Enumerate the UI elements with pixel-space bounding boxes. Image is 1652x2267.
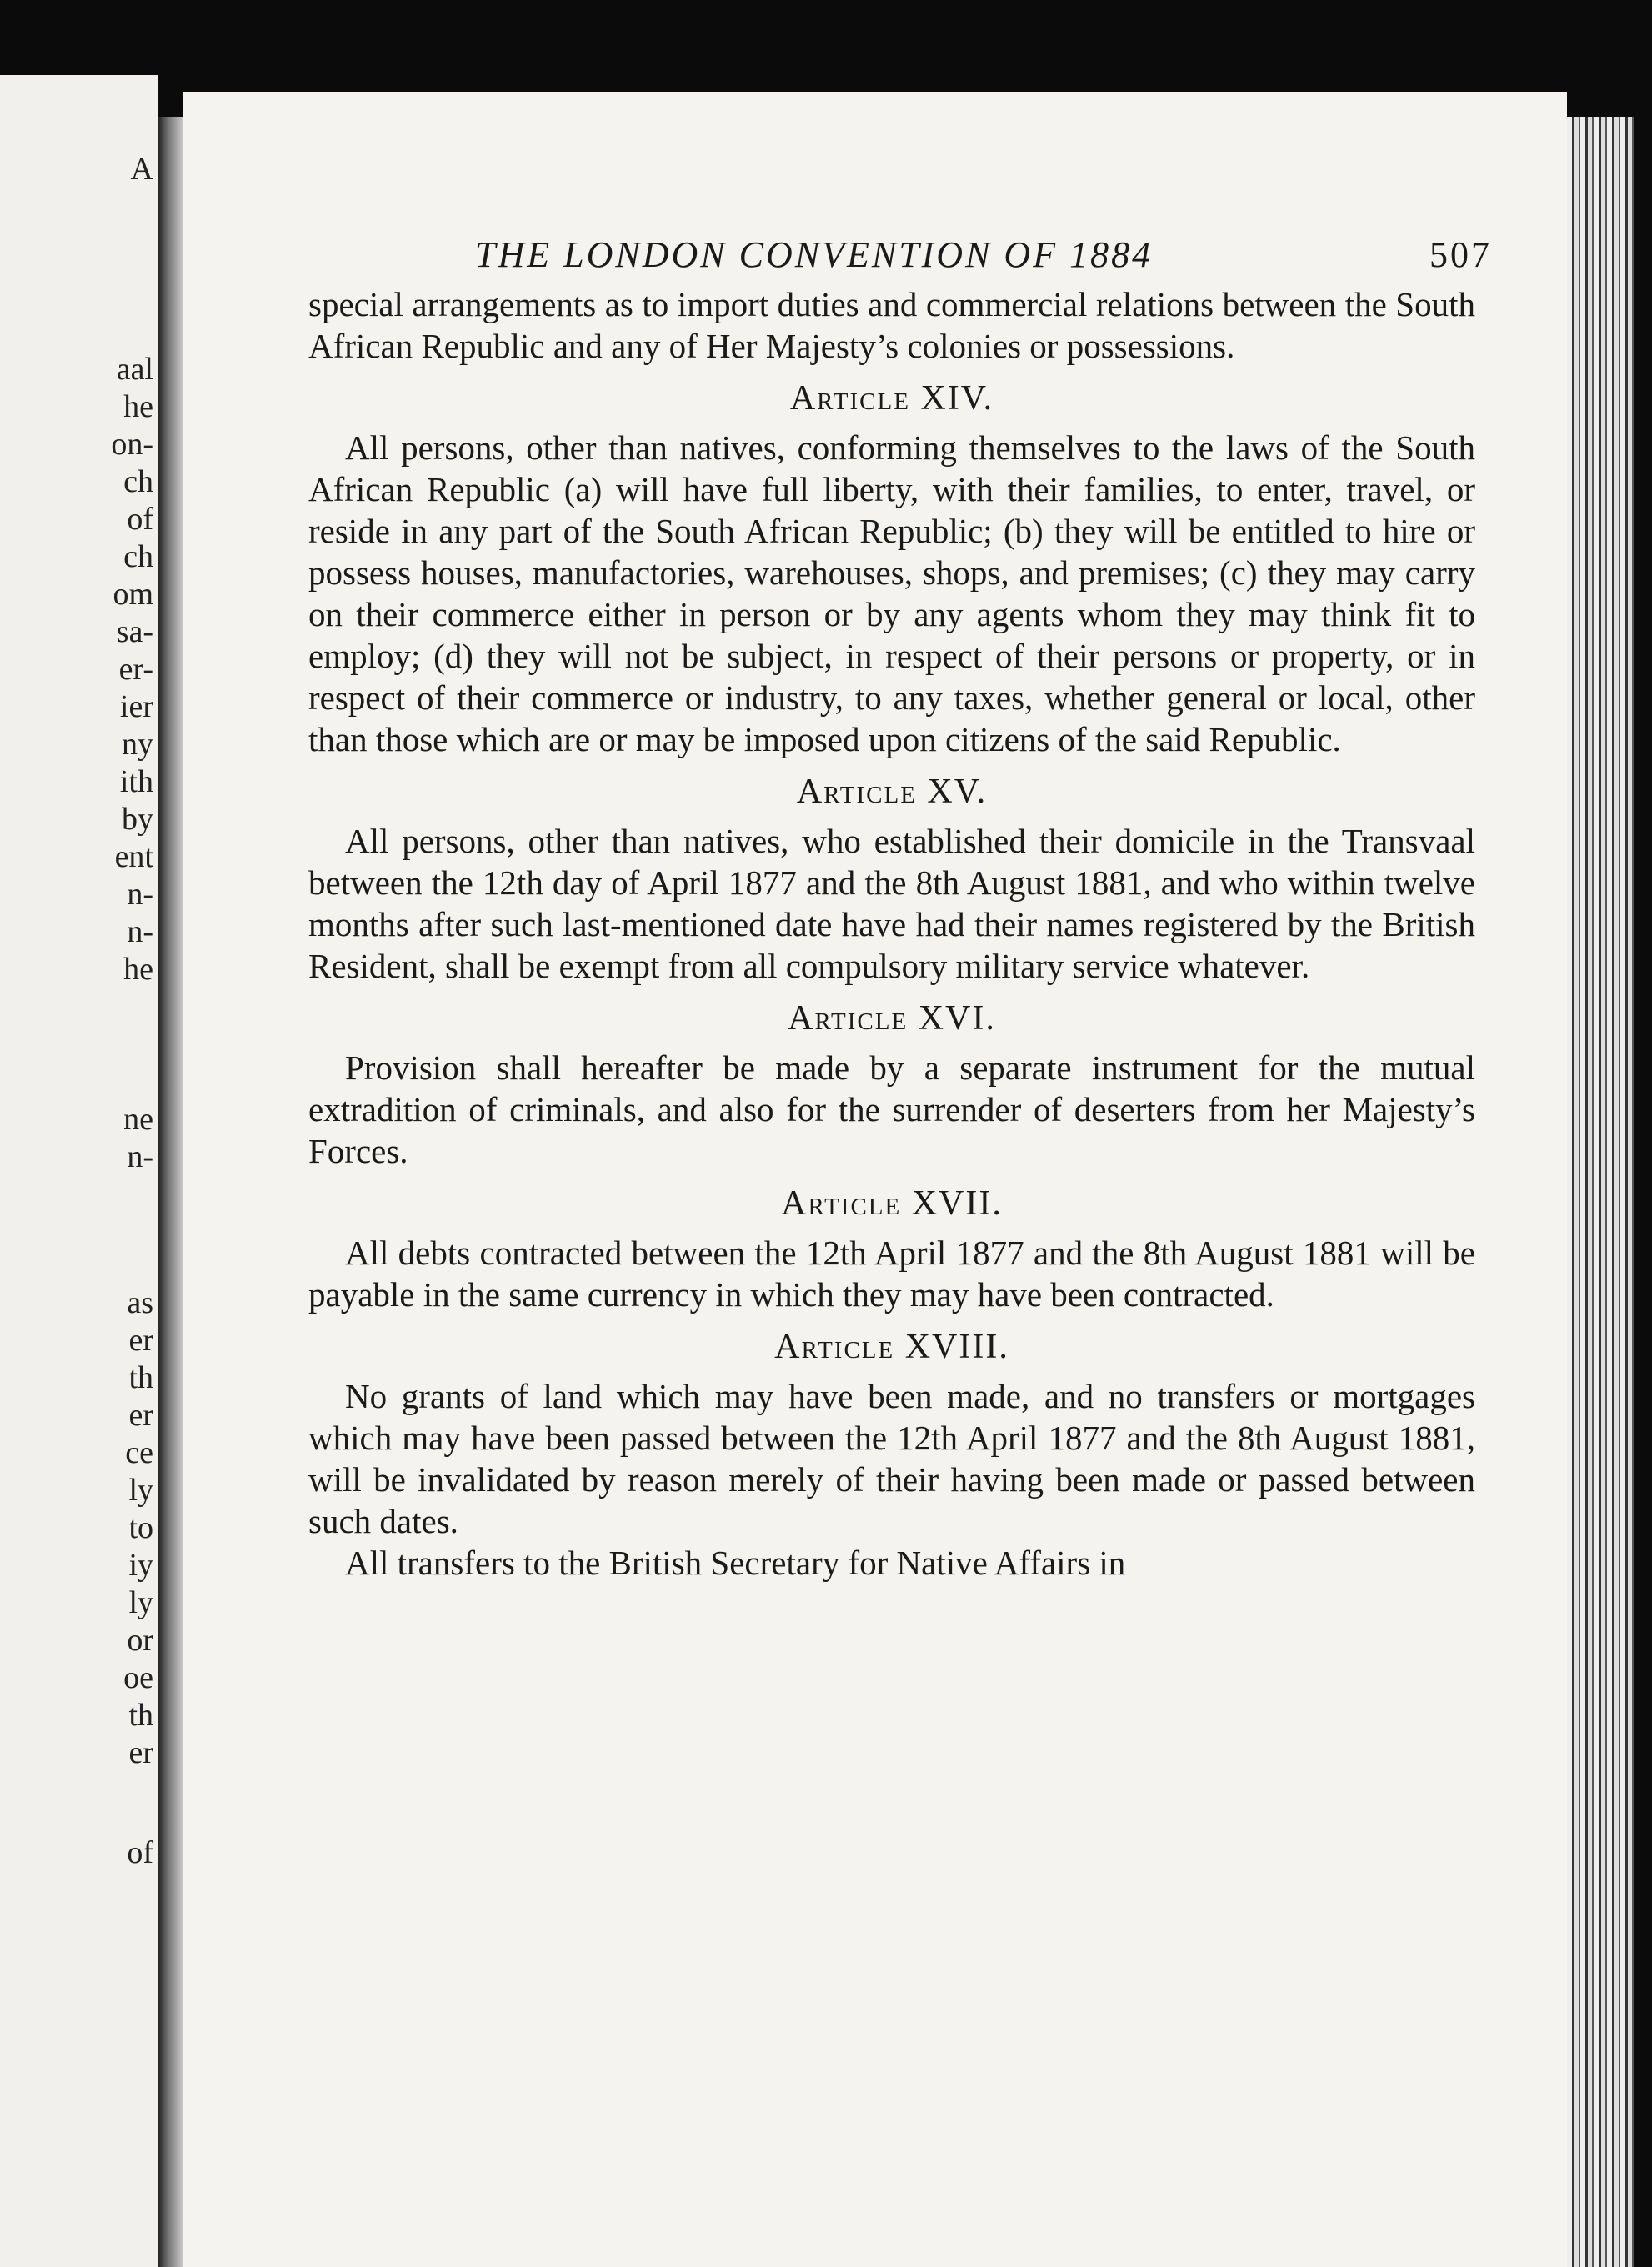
left-page-fragment: he [123,389,153,424]
article-heading: Article XV. [796,773,988,811]
left-page-fragment: er [128,1323,153,1358]
left-page-fragment: om [113,577,153,612]
left-page-fragment: to [128,1510,153,1545]
left-page-fragment: ny [122,727,153,762]
left-page-fragment: iy [128,1548,153,1583]
paragraph: All persons, other than natives, conforming themselves to the laws of the South African Republic (a) will have full liberty, with their families, to enter, travel, or reside in any part of the South African Republic; (b) they will be entitled to hire or possess houses, manufactories, warehouses, shops, and premises; (c) they may carry on their commerce either in person or by any agents whom they may think fit to employ; (d) they will not be subject, in respect of their persons or property, or in respect of their commerce or industry, to any taxes, whether general or local, other than those which are or may be imposed upon citizens of the said Republic. [308,428,1475,758]
left-page-fragment: er- [118,652,153,687]
book-page [183,92,1567,2267]
left-page-fragment: ly [128,1473,153,1508]
running-title: THE LONDON CONVENTION OF 1884 [475,234,1154,275]
article-heading: Article XVII. [781,1184,1003,1223]
left-page-fragment: th [128,1360,153,1395]
paragraph: All transfers to the British Secretary for Native Affairs in [345,1544,1126,1582]
paragraph: All debts contracted between the 12th April 1877 and the 8th August 1881 will be payable in the same currency in which they may have been contracted. [308,1234,1475,1314]
left-page-fragment: th [128,1698,153,1733]
left-page-edge [0,75,158,2267]
left-page-fragment: er [128,1735,153,1770]
left-page-fragment: n- [127,877,153,912]
left-page-fragment: n- [127,914,153,949]
left-page-fragment: on- [111,427,153,462]
left-page-fragment: aal [116,352,153,387]
left-page-fragment: A [130,152,153,187]
left-page-fragment: of [127,1835,153,1870]
left-page-fragment: ch [123,539,153,574]
book-gutter [158,117,183,2267]
paragraph: Provision shall hereafter be made by a separate instrument for the mutual extradition of criminals, and also for the surrender of deserters from her Majesty’s Forces. [308,1048,1475,1170]
left-page-fragment: n- [127,1139,153,1174]
left-page-fragment: sa- [116,614,153,649]
paragraph: No grants of land which may have been made, and no transfers or mortgages which may have been passed between the 12th April 1877 and the 8th August 1881, will be invalidated by reason merely of their having been made or passed between such dates. [308,1377,1475,1540]
left-page-fragment: by [122,802,153,837]
running-header [475,217,1492,283]
article-heading: Article XVIII. [774,1328,1009,1366]
left-page-fragment: of [127,502,153,537]
left-page-fragment: or [127,1623,153,1658]
article-heading: Article XVI. [788,999,996,1038]
page-edges-right [1567,117,1634,2267]
page-number: 507 [1429,234,1492,275]
left-page-fragment: ith [119,764,153,799]
left-page-fragment: ent [114,839,153,874]
page-body [308,283,1475,1584]
left-page-fragment: er [128,1398,153,1433]
left-page-fragment: as [127,1285,153,1320]
left-page-fragment: ce [125,1435,153,1470]
left-page-fragment: ne [123,1102,153,1137]
left-page-fragment: ier [119,689,153,724]
left-page-fragment: he [123,952,153,987]
left-page-fragment: ly [128,1585,153,1620]
article-heading: Article XIV. [789,379,994,418]
page-text [308,217,1492,1584]
left-page-fragment: oe [123,1660,153,1695]
paragraph: special arrangements as to import duties and commercial relations between the South African Republic and any of Her Majesty’s colonies or possessions. [308,285,1475,365]
paragraph: All persons, other than natives, who established their domicile in the Transvaal between the 12th day of April 1877 and the 8th August 1881, and who within twelve months after such last-mentioned date have had their names registered by the British Resident, shall be exempt from all compulsory military service whatever. [308,822,1475,985]
left-page-fragment: ch [123,464,153,499]
